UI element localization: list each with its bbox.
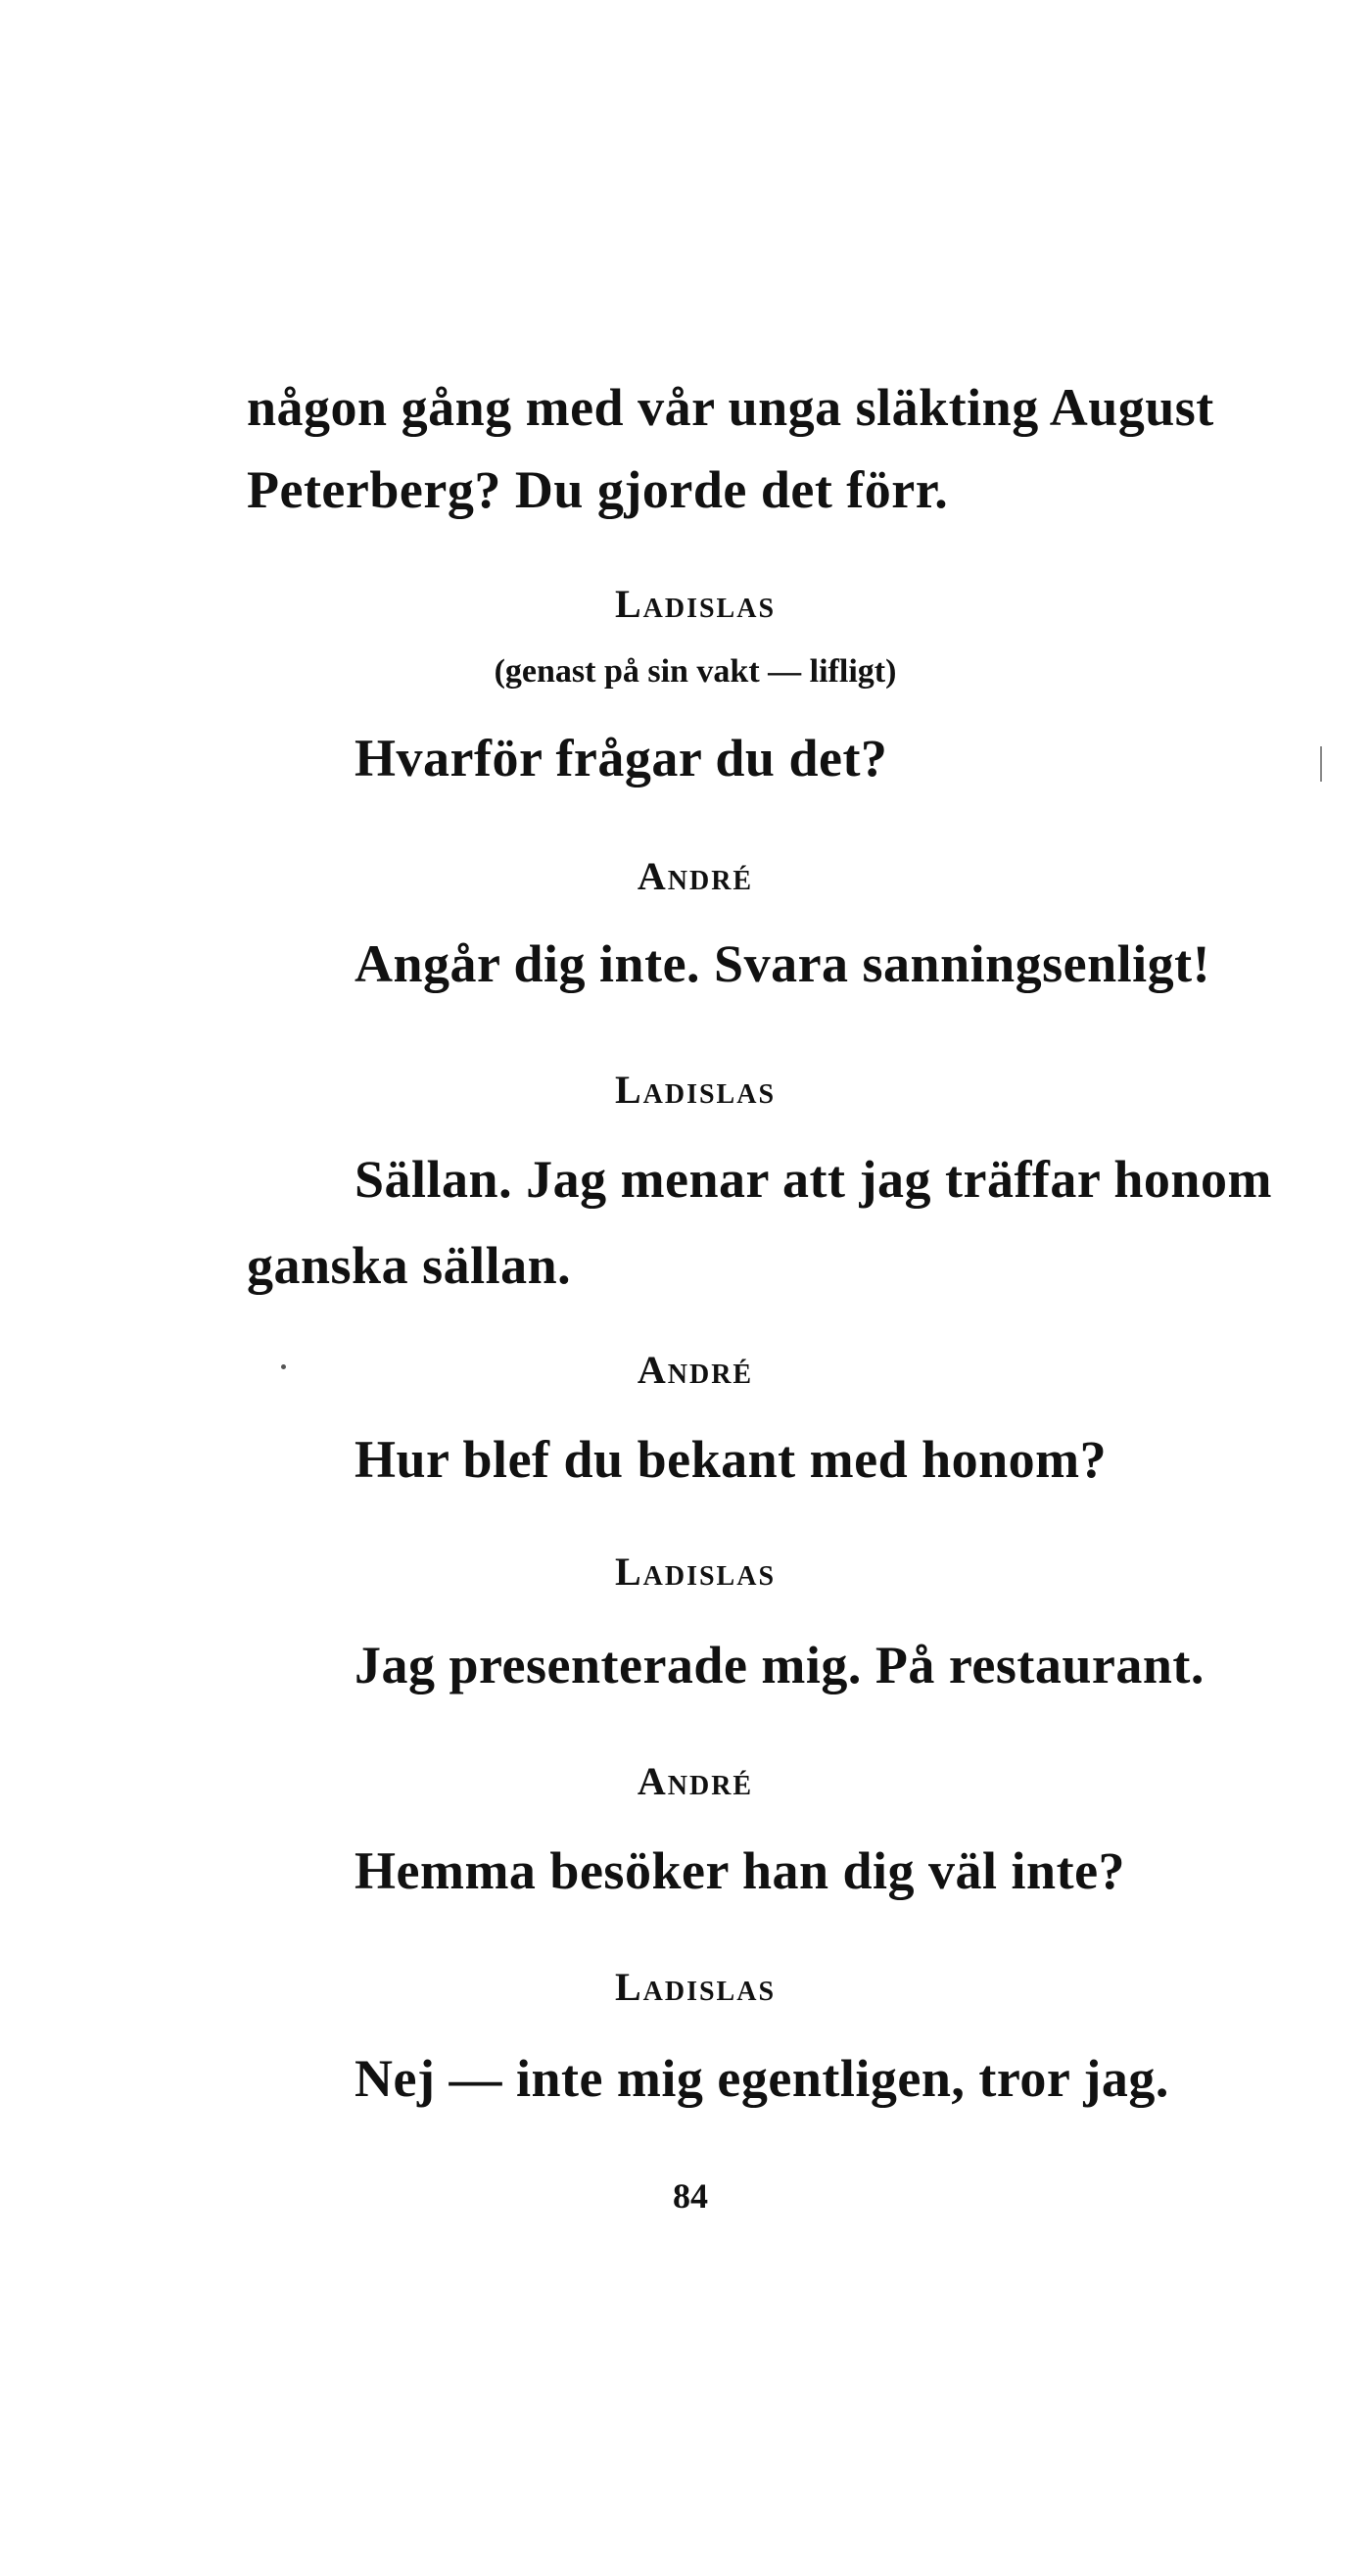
text-line: Sällan. Jag menar att jag träffar honom <box>355 1150 1272 1209</box>
text-line: Hvarför frågar du det? <box>355 729 888 787</box>
text-line: Nej — inte mig egentligen, tror jag. <box>355 2049 1169 2108</box>
speaker-name: Ladislas <box>614 1965 777 2009</box>
text-line: Hemma besöker han dig väl inte? <box>355 1841 1126 1900</box>
speaker-name: Ladislas <box>614 582 777 626</box>
speaker-name: André <box>637 1759 754 1803</box>
text-line: ganska sällan. <box>247 1236 572 1295</box>
speaker-name: André <box>637 854 754 898</box>
text-line: Angår dig inte. Svara sanningsenligt! <box>355 934 1211 993</box>
speaker-name: Ladislas <box>614 1068 777 1112</box>
margin-mark <box>1320 746 1322 782</box>
text-line: Hur blef du bekant med honom? <box>355 1430 1108 1489</box>
page-number: 84 <box>673 2176 708 2216</box>
speaker-name: André <box>637 1348 754 1392</box>
stage-direction: (genast på sin vakt — lifligt) <box>494 653 897 690</box>
speaker-name: Ladislas <box>614 1550 777 1594</box>
text-line: någon gång med vår unga släkting August <box>247 378 1214 437</box>
text-line: Peterberg? Du gjorde det förr. <box>247 460 949 519</box>
text-line: Jag presenterade mig. På restaurant. <box>355 1636 1205 1694</box>
